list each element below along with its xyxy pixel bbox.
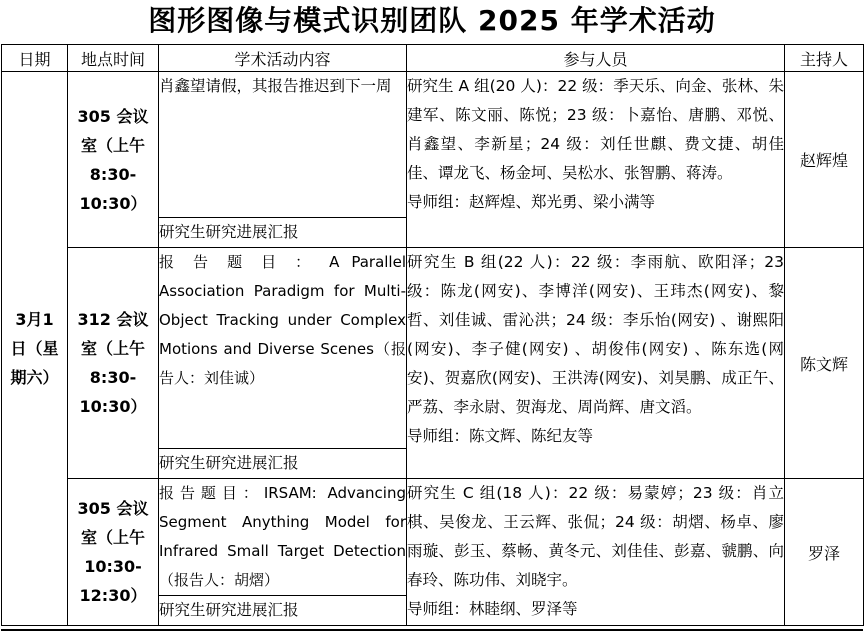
participants-text: 研究生 C 组(18 人)：22 级：易蒙婷；23 级：肖立棋、吴俊龙、王云辉、张侃；24 级：胡熠、杨卓、廖雨璇、彭玉、蔡畅、黄冬元、刘佳佳、彭嘉、虢鹏、向春玲、陈功伟、刘晓宇。	[407, 484, 784, 589]
host-cell	[785, 72, 864, 248]
participants-text: 研究生 B 组(22 人)：22 级：李雨航、欧阳泽；23 级：陈龙(网安)、李博洋(网安)、王玮杰(网安)、黎哲、刘佳诚、雷沁洪；24 级：李乐怡(网安) 、谢熙阳(网安)、李子健(网安) 、胡俊伟(网安) 、陈东选(网安)、贺嘉欣(网安)、王洪涛(网安)、刘昊鹏、成正午、严荔、李永尉、贺海龙、周尚辉、唐文滔。	[407, 253, 784, 416]
header-activity-content: 学术活动内容	[159, 45, 407, 72]
progress-report-text: 研究生研究进展汇报	[159, 223, 299, 241]
header-participants: 参与人员	[407, 45, 785, 72]
session-row	[2, 72, 864, 218]
bottom-divider	[1, 629, 863, 631]
host-name: 罗泽	[807, 543, 840, 563]
participants-cell	[407, 248, 785, 479]
progress-report-text: 研究生研究进展汇报	[159, 454, 299, 472]
host-name: 赵辉煌	[799, 151, 848, 170]
activity-content-text: 报 告 题 目 ： A Parallel Association Paradigm for Multi-Object Tracking under Complex Motions and Diverse Scenes（报告人：刘佳诚）	[159, 253, 406, 387]
progress-report-cell	[159, 596, 407, 626]
header-date: 日期	[2, 45, 68, 72]
activity-content-cell	[159, 248, 407, 449]
participants-cell	[407, 479, 785, 626]
activity-content-text: 报告题目：IRSAM: Advancing Segment Anything Model for Infrared Small Target Detection（报告人：胡熠）	[159, 484, 406, 589]
header-host: 主持人	[785, 45, 864, 72]
location-time-cell	[68, 479, 159, 626]
advisors-text: 导师组：林睦纲、罗泽等	[407, 600, 578, 618]
header-location-time: 地点时间	[68, 45, 159, 72]
activity-content-cell	[159, 72, 407, 218]
location-time-text: 312 会议室（上午 8:30-10:30）	[77, 310, 149, 416]
location-time-text: 305 会议室（上午 8:30-10:30）	[77, 106, 149, 213]
advisors-text: 导师组：陈文辉、陈纪友等	[407, 427, 594, 445]
activity-content-cell	[159, 479, 407, 596]
host-cell	[785, 248, 864, 479]
host-cell	[785, 479, 864, 626]
participants-cell	[407, 72, 785, 248]
schedule-table	[1, 44, 864, 626]
date-text: 3月1日（星期六）	[10, 310, 59, 387]
location-time-text: 305 会议室（上午 10:30-12:30）	[77, 499, 149, 605]
location-time-cell	[68, 72, 159, 248]
participants-text: 研究生 A 组(20 人)：22 级：季天乐、向金、张林、朱建军、陈文丽、陈悦；23 级：卜嘉怡、唐鹏、邓悦、肖鑫望、李新星；24 级：刘任世麒、费文捷、胡佳佳、谭龙飞、杨金坷、吴松水、张智鹏、蒋涛。	[407, 77, 784, 182]
progress-report-cell	[159, 218, 407, 248]
progress-report-cell	[159, 449, 407, 479]
date-cell	[2, 72, 68, 626]
session-row	[2, 479, 864, 596]
location-time-cell	[68, 248, 159, 479]
host-name: 陈文辉	[799, 354, 848, 374]
session-row	[2, 248, 864, 449]
page-title: 图形图像与模式识别团队 2025 年学术活动	[148, 4, 716, 37]
advisors-text: 导师组：赵辉煌、郑光勇、梁小满等	[407, 193, 656, 211]
table-header-row	[2, 45, 864, 72]
activity-content-text: 肖鑫望请假，其报告推迟到下一周	[159, 77, 392, 95]
progress-report-text: 研究生研究进展汇报	[159, 601, 299, 619]
